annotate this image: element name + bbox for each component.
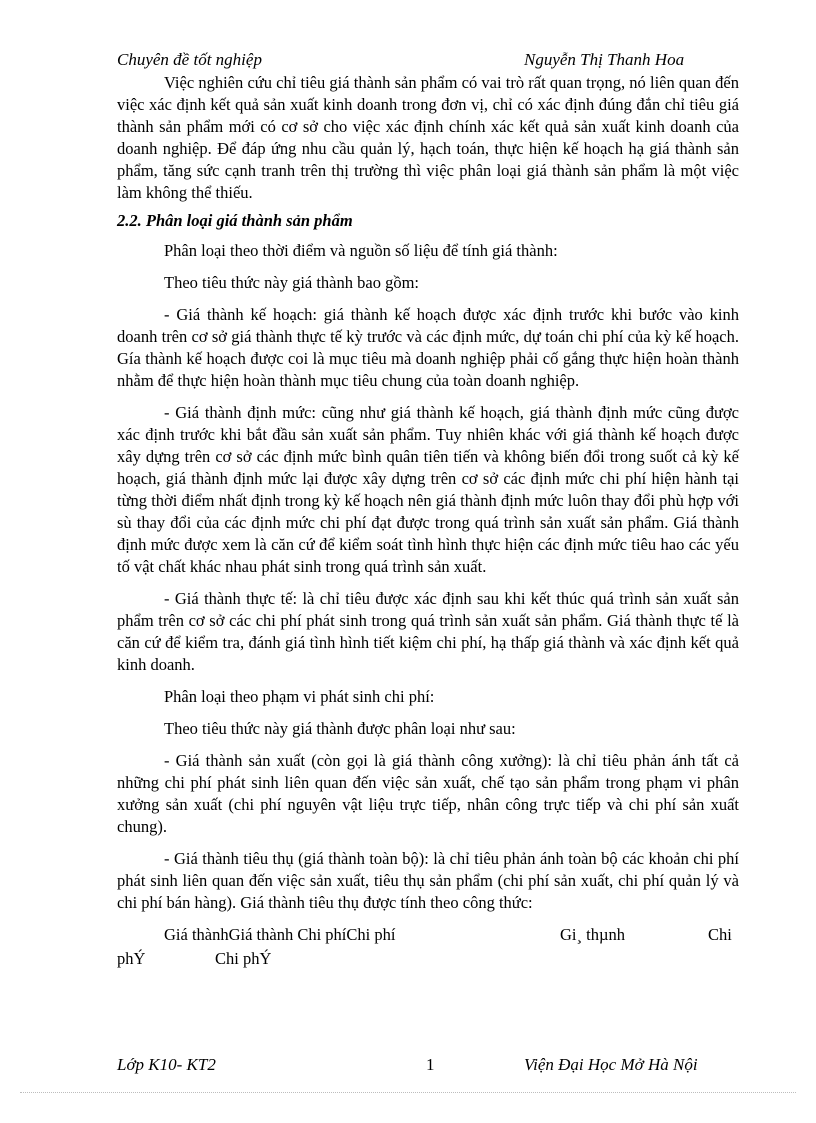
paragraph-classification-scope: Phân loại theo phạm vi phát sinh chi phí: xyxy=(164,687,435,706)
formula-text-3: Chi xyxy=(708,925,732,944)
section-heading: 2.2. Phân loại giá thành sản phẩm xyxy=(117,211,353,230)
paragraph-classification-time: Phân loại theo thời điểm và nguồn số liệu để tính giá thành: xyxy=(164,241,558,260)
footer-right: Viện Đại Học Mở Hà Nội xyxy=(524,1055,698,1074)
paragraph-criteria-intro: Theo tiêu thức này giá thành bao gồm: xyxy=(164,273,420,292)
paragraph-planned-cost: - Giá thành kế hoạch: giá thành kế hoạch được xác định trước khi bước vào kinh doanh trên cơ sở giá thành thực tế kỳ trước và các định mức, dự toán chi phí của kỳ kế hoạch. Gía thành kế hoạch được coi là mục tiêu mà doanh nghiệp phải cố gắng thực hiện hoàn thành nhằm để thực hiện hoàn thành mục tiêu chung của toàn doanh nghiệp. xyxy=(117,305,739,390)
formula-text-1: Giá thànhGiá thành Chi phíChi phí xyxy=(164,925,396,944)
header-left: Chuyên đề tốt nghiệp xyxy=(117,50,262,69)
paragraph-norm-cost: - Giá thành định mức: cũng như giá thành kế hoạch, giá thành định mức cũng được xác định trước khi bắt đầu sản xuất sản phẩm. Tuy nhiên khác với giá thành kế hoạch được xây dựng trên cơ sở các định mức bình quân tiên tiến và không biến đổi trong suốt cả kỳ kế hoạch, giá thành định mức lại được xây dựng trên cơ sở các định mức chi phí hiện hành tại từng thời điểm nhất định trong kỳ kế hoạch nên giá thành định mức luôn thay đổi phù hợp với sù thay đổi của các định mức chi phí đạt được trong quá trình sản xuất sản phẩm. Giá thành định mức được xem là căn cứ để kiểm soát tình hình thực hiện các định mức tiêu hao các yếu tố vật chất khác nhau phát sinh trong quá trình sản xuất. xyxy=(117,403,739,576)
formula-text-2: Gi¸ thµnh xyxy=(560,925,625,944)
paragraph-production-cost: - Giá thành sản xuất (còn gọi là giá thành công xưởng): là chỉ tiêu phản ánh tất cả những chi phí phát sinh liên quan đến việc sản xuất, chế tạo sản phẩm trong phạm vi phân xưởng sản xuất (chi phí nguyên vật liệu trực tiếp, nhân công trực tiếp và chi phí sản xuất chung). xyxy=(117,751,739,836)
paragraph-scope-intro: Theo tiêu thức này giá thành được phân loại như sau: xyxy=(164,719,516,738)
paragraph-consumption-cost: - Giá thành tiêu thụ (giá thành toàn bộ): là chỉ tiêu phản ánh toàn bộ các khoản chi phí phát sinh liên quan đến việc sản xuất, tiêu thụ sản phẩm (chi phí sản xuất, chi phí quản lý và chi phí bán hàng). Giá thành tiêu thụ được tính theo công thức: xyxy=(117,849,739,912)
paragraph-actual-cost: - Giá thành thực tế: là chỉ tiêu được xác định sau khi kết thúc quá trình sản xuất sản phẩm trên cơ sở các chi phí phát sinh trong quá trình sản xuất sản phẩm. Giá thành thực tế là căn cứ để kiểm tra, đánh giá tình hình tiết kiệm chi phí, hạ thấp giá thành và xác định kết quả kinh doanh. xyxy=(117,589,739,674)
footer-left: Lớp K10- KT2 xyxy=(117,1055,216,1074)
formula-block xyxy=(117,924,739,974)
header-right: Nguyễn Thị Thanh Hoa xyxy=(524,50,685,69)
paragraph-intro: Việc nghiên cứu chỉ tiêu giá thành sản phẩm có vai trò rất quan trọng, nó liên quan đến việc xác định kết quả sản xuất kinh doanh trong đơn vị, chỉ có xác định đúng đắn chỉ tiêu giá thành sản phẩm mới có cơ sở cho việc xác định chính xác kết quả sản xuất kinh doanh của doanh nghiệp. Để đáp ứng nhu cầu quản lý, hạch toán, thực hiện kế hoạch hạ giá thành sản phẩm, tăng sức cạnh tranh trên thị trường thì việc phân loại giá thành sản phẩm là một việc làm không thể thiếu. xyxy=(117,73,739,202)
page-number: 1 xyxy=(426,1055,435,1074)
document-body xyxy=(117,72,739,974)
formula-text-4: phÝ xyxy=(117,949,146,968)
page-bottom-divider xyxy=(20,1092,796,1093)
formula-text-5: Chi phÝ xyxy=(215,949,272,968)
